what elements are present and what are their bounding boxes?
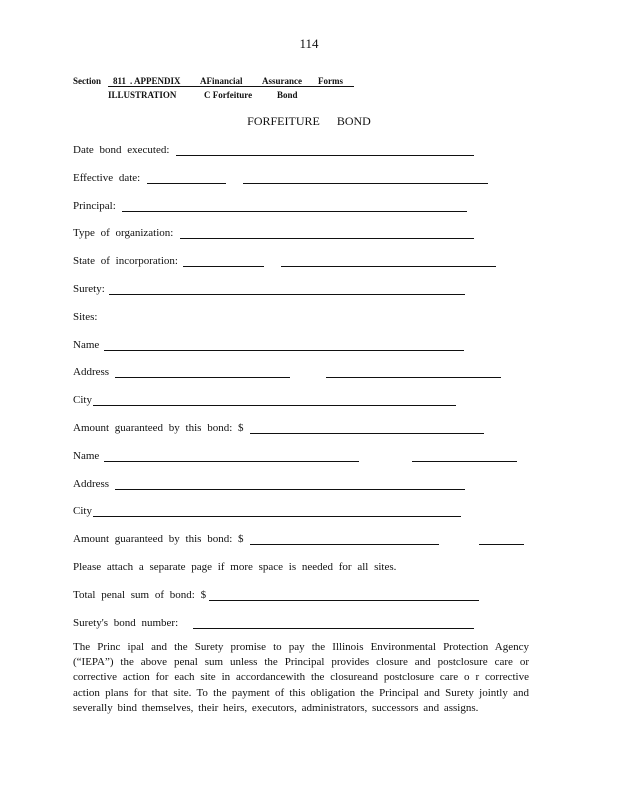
effective-date-label: Effective date: bbox=[73, 172, 141, 184]
site1-address-field-2[interactable] bbox=[326, 377, 501, 378]
header-assurance: Assurance bbox=[262, 76, 302, 86]
total-penal-sum-label: Total penal sum of bond: $ bbox=[73, 589, 207, 601]
date-bond-executed-label: Date bond executed: bbox=[73, 144, 170, 156]
header-a-financial: AFinancial bbox=[200, 76, 243, 86]
effective-date-field-2[interactable] bbox=[243, 183, 488, 184]
obligation-paragraph: The Princ ipal and the Surety promise to pay the Illinois Environmental Protection Agency (“IEPA”) the above penal sum unless the Principal provides closure and postclosure care or corrective action for each site in accordancewith the closureand postclosure care o r corrective action plans for that site. To the payment of this obligation the Principal and Surety jointly and severally bind themselves, their heirs, executors, administrators, successors and assigns. bbox=[73, 641, 529, 714]
header-c-forfeiture: C Forfeiture bbox=[204, 90, 253, 100]
header-section-number: 811 bbox=[113, 76, 127, 86]
type-of-organization-label: Type of organization: bbox=[73, 227, 174, 239]
site2-amount-label: Amount guaranteed by this bond: $ bbox=[73, 533, 244, 545]
site2-name-field-2[interactable] bbox=[412, 461, 517, 462]
site1-city-label: City bbox=[73, 394, 92, 406]
surety-label: Surety: bbox=[73, 283, 105, 295]
sites-label: Sites: bbox=[73, 311, 98, 323]
header-illustration: ILLUSTRATION bbox=[108, 90, 177, 100]
site2-amount-field-1[interactable] bbox=[250, 544, 439, 545]
site2-city-label: City bbox=[73, 505, 92, 517]
site2-name-field-1[interactable] bbox=[104, 461, 359, 462]
site1-address-label: Address bbox=[73, 366, 110, 378]
site1-amount-field[interactable] bbox=[250, 433, 484, 434]
date-bond-executed-field[interactable] bbox=[176, 155, 474, 156]
site2-name-label: Name bbox=[73, 450, 100, 462]
page-number: 114 bbox=[299, 36, 319, 51]
site1-address-field-1[interactable] bbox=[115, 377, 290, 378]
attach-note: Please attach a separate page if more space is needed for all sites. bbox=[73, 561, 397, 573]
header-forms: Forms bbox=[318, 76, 343, 86]
header-underline bbox=[108, 86, 354, 87]
site2-address-field[interactable] bbox=[115, 489, 465, 490]
header-bond: Bond bbox=[277, 90, 298, 100]
principal-field[interactable] bbox=[122, 211, 467, 212]
surety-field[interactable] bbox=[109, 294, 465, 295]
site1-name-field[interactable] bbox=[104, 350, 464, 351]
state-of-incorporation-field-2[interactable] bbox=[281, 266, 496, 267]
header-appendix: . APPENDIX bbox=[130, 76, 181, 86]
total-penal-sum-field[interactable] bbox=[209, 600, 479, 601]
site2-city-field[interactable] bbox=[93, 516, 461, 517]
principal-label: Principal: bbox=[73, 200, 116, 212]
state-of-incorporation-label: State of incorporation: bbox=[73, 255, 178, 267]
site1-amount-label: Amount guaranteed by this bond: $ bbox=[73, 422, 244, 434]
site1-name-label: Name bbox=[73, 339, 100, 351]
effective-date-field-1[interactable] bbox=[147, 183, 226, 184]
surety-bond-number-label: Surety's bond number: bbox=[73, 617, 179, 629]
type-of-organization-field[interactable] bbox=[180, 238, 474, 239]
header-section: Section bbox=[73, 76, 101, 86]
site2-amount-field-2[interactable] bbox=[479, 544, 524, 545]
site2-address-label: Address bbox=[73, 478, 110, 490]
form-title: FORFEITURE BOND bbox=[247, 114, 371, 128]
site1-city-field[interactable] bbox=[93, 405, 456, 406]
surety-bond-number-field[interactable] bbox=[193, 628, 474, 629]
state-of-incorporation-field-1[interactable] bbox=[183, 266, 264, 267]
